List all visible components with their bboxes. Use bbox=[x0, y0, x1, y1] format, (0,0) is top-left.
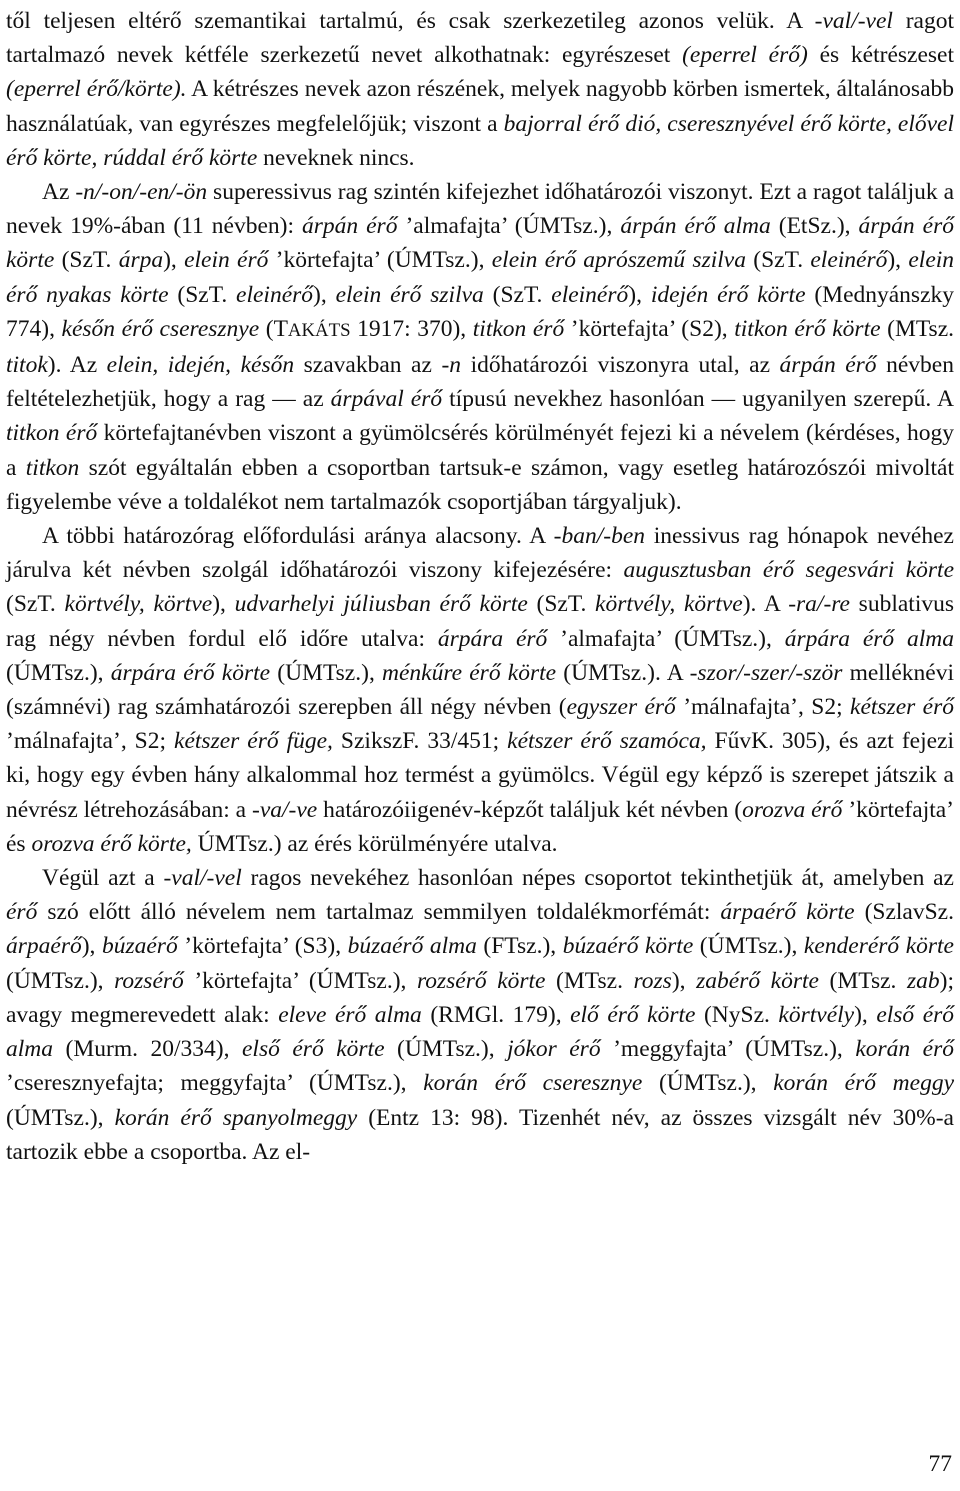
body-text bbox=[6, 4, 954, 1169]
paragraph-4: Végül azt a -val/-vel ragos nevekéhez hasonlóan népes csoportot tekinthetjük át, amelyben az érő szó előtt álló névelem nem tartalmaz semmilyen toldalékmorfémát: árpaérő körte (SzlavSz. árpaérő), búzaérő ’körtefajta’ (S3), búzaérő alma (FTsz.), búzaérő körte (ÚMTsz.), kenderérő körte (ÚMTsz.), rozsérő ’körtefajta’ (ÚMTsz.), rozsérő körte (MTsz. rozs), zabérő körte (MTsz. zab); avagy megmerevedett alak: eleve érő alma (RMGl. 179), elő érő körte (NySz. körtvély), első érő alma (Murm. 20/334), első érő körte (ÚMTsz.), jókor érő ’meggyfajta’ (ÚMTsz.), korán érő ’cseresznyefajta; meggyfajta’ (ÚMTsz.), korán érő cseresznye (ÚMTsz.), korán érő meggy (ÚMTsz.), korán érő spanyolmeggy (Entz 13: 98). Tizenhét név, az összes vizsgált név 30%-a tartozik ebbe a csoportba. Az el- bbox=[6, 865, 955, 1165]
paragraph-1: től teljesen eltérő szemantikai tartalmú, és csak szerkezetileg azonos velük. A -val/-vel ragot tartalmazó nevek kétféle szerkezetű nevet alkothatnak: egyrészeset (eperrel érő) és kétrészeset (eperrel érő/körte). A kétrészes nevek azon részének, melyek nagyobb körben ismertek, általánosabb használatúak, van egyrészes megfelelőjük; viszont a bajorral érő dió, cseresznyével érő körte, elővel érő körte, rúddal érő körte neveknek nincs. bbox=[6, 8, 955, 171]
page-number: 77 bbox=[928, 1451, 952, 1477]
paragraph-2: Az -n/-on/-en/-ön superessivus rag szintén kifejezhet időhatározói viszonyt. Ezt a ragot találjuk a nevek 19%-ában (11 névben): árpán érő ’almafajta’ (ÚMTsz.), árpán érő alma (EtSz.), árpán érő körte (SzT. árpa), elein érő ’körtefajta’ (ÚMTsz.), elein érő aprószemű szilva (SzT. eleinérő), elein érő nyakas körte (SzT. eleinérő), elein érő szilva (SzT. eleinérő), idején érő körte (Mednyánszky 774), későn érő cseresznye (TAKÁTS 1917: 370), titkon érő ’körtefajta’ (S2), titkon érő körte (MTsz. titok). Az elein, idején, későn szavakban az -n időhatározói viszonyra utal, az árpán érő névben feltételezhetjük, hogy a rag — az árpával érő típusú nevekhez hasonlóan — ugyanilyen szerepű. A titkon érő körtefajtanévben viszont a gyümölcsérés körülményét fejezi ki a névelem (kérdéses, hogy a titkon szót egyáltalán ebben a csoportban tartsuk-e számon, vagy esetleg határozószói mivoltát figyelembe véve a toldalékot nem tartalmazók csoportjában tárgyaljuk). bbox=[6, 179, 955, 515]
paragraph-3: A többi határozórag előfordulási aránya alacsony. A -ban/-ben inessivus rag hónapok nevéhez járulva két névben szolgál időhatározói viszony kifejezésére: augusztusban érő segesvári körte (SzT. körtvély, körtve), udvarhelyi júliusban érő körte (SzT. körtvély, körtve). A -ra/-re sublativus rag négy névben fordul elő időre utalva: árpára érő ’almafajta’ (ÚMTsz.), árpára érő alma (ÚMTsz.), árpára érő körte (ÚMTsz.), ménkűre érő körte (ÚMTsz.). A -szor/-szer/-ször melléknévi (számnévi) rag számhatározói szerepben áll négy névben (egyszer érő ’málnafajta’, S2; kétszer érő ’málnafajta’, S2; kétszer érő füge, SzikszF. 33/451; kétszer érő szamóca, FűvK. 305), és azt fejezi ki, hogy egy évben hány alkalommal hoz termést a gyümölcs. Végül egy képző is szerepet játszik a névrész létrehozásában: a -va/-ve határozóiigenév-képzőt találjuk két névben (orozva érő ’körtefajta’ és orozva érő körte, ÚMTsz.) az érés körülményére utalva. bbox=[6, 523, 955, 857]
